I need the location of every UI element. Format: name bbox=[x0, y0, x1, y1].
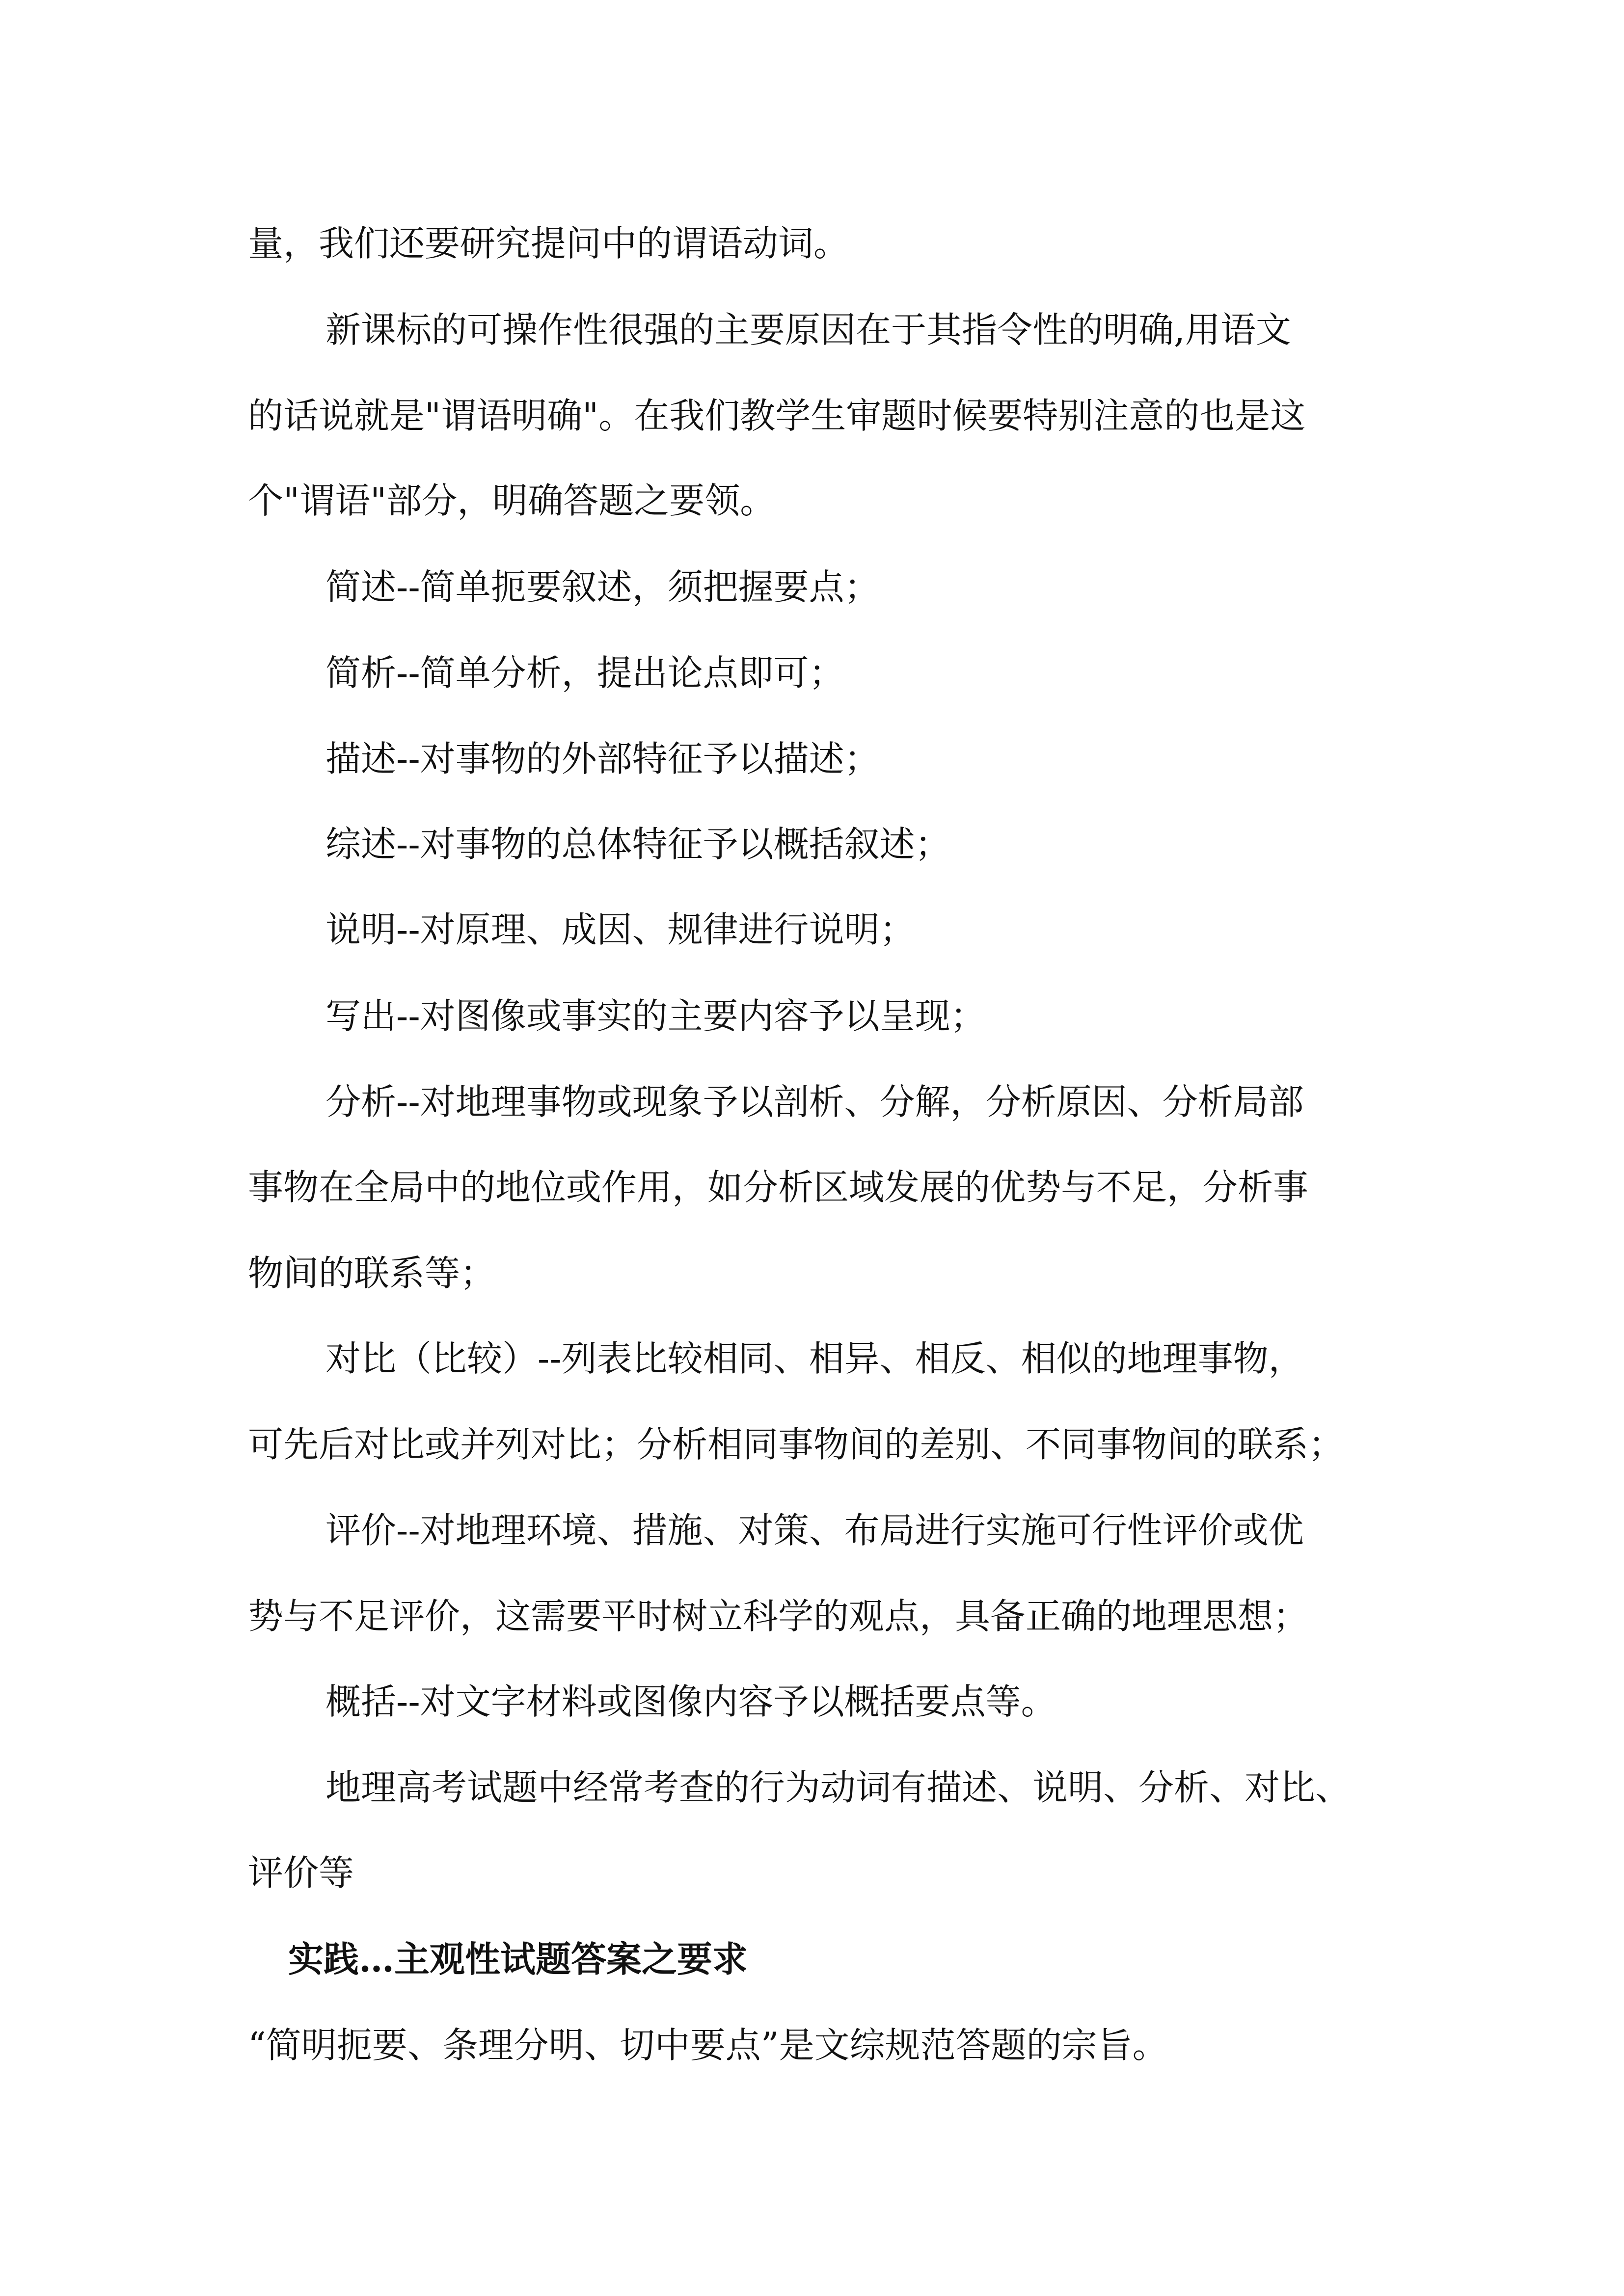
section-heading: 实践…主观性试题答案之要求 bbox=[288, 1938, 748, 1980]
definition-item: 概括--对文字材料或图像内容予以概括要点等。 bbox=[325, 1681, 1056, 1722]
definition-item: 综述--对事物的总体特征予以概括叙述； bbox=[325, 824, 950, 865]
paragraph-line: 的话说就是"谓语明确"。在我们教学生审题时候要特别注意的也是这 bbox=[248, 395, 1306, 436]
paragraph-line: 评价等 bbox=[248, 1852, 354, 1894]
paragraph-line: 可先后对比或并列对比；分析相同事物间的差别、不同事物间的联系； bbox=[248, 1424, 1344, 1465]
definition-item: 写出--对图像或事实的主要内容予以呈现； bbox=[325, 995, 986, 1037]
definition-item: 分析--对地理事物或现象予以剖析、分解，分析原因、分析局部 bbox=[325, 1081, 1304, 1122]
definition-item: 对比（比较）--列表比较相同、相异、相反、相似的地理事物， bbox=[325, 1338, 1304, 1379]
paragraph-line: 物间的联系等； bbox=[248, 1253, 496, 1294]
definition-item: 简述--简单扼要叙述，须把握要点； bbox=[325, 566, 880, 608]
paragraph-line: 事物在全局中的地位或作用，如分析区域发展的优势与不足，分析事 bbox=[248, 1167, 1309, 1208]
paragraph-line: 个"谓语"部分，明确答题之要领。 bbox=[248, 480, 776, 521]
paragraph-line: 量，我们还要研究提问中的谓语动词。 bbox=[248, 223, 849, 264]
definition-item: 说明--对原理、成因、规律进行说明； bbox=[325, 909, 915, 950]
paragraph-line: 势与不足评价，这需要平时树立科学的观点，具备正确的地理思想； bbox=[248, 1596, 1309, 1637]
closing-line: “简明扼要、条理分明、切中要点”是文综规范答题的宗旨。 bbox=[248, 2025, 1168, 2066]
definition-item: 简析--简单分析，提出论点即可； bbox=[325, 652, 844, 694]
definition-item: 评价--对地理环境、措施、对策、布局进行实施可行性评价或优 bbox=[325, 1510, 1304, 1551]
paragraph-line: 地理高考试题中经常考查的行为动词有描述、说明、分析、对比、 bbox=[325, 1767, 1351, 1808]
paragraph-line: 新课标的可操作性很强的主要原因在于其指令性的明确,用语文 bbox=[325, 309, 1291, 350]
definition-item: 描述--对事物的外部特征予以描述； bbox=[325, 738, 880, 779]
